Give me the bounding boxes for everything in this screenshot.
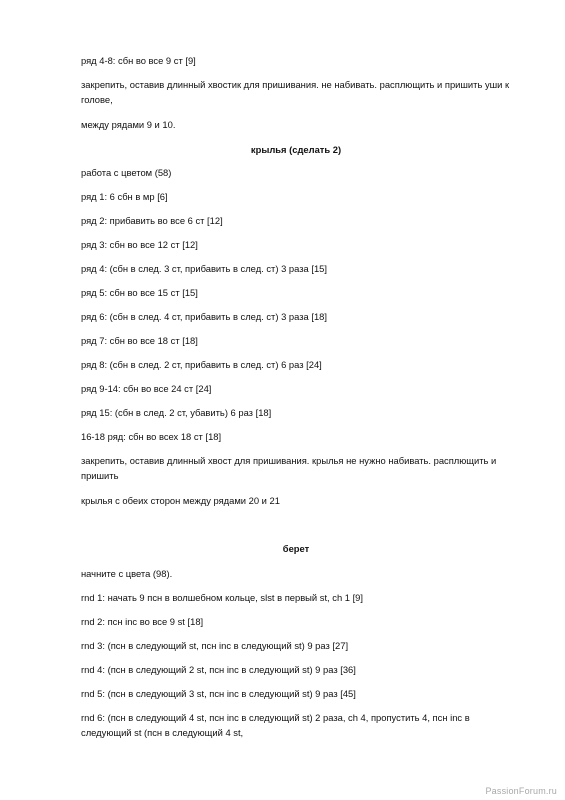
beret-section-heading: берет	[282, 543, 310, 554]
wings-row-6: ряд 6: (сбн в след. 4 ст, прибавить в след. ст) 3 раза [18]	[81, 311, 327, 322]
beret-rnd-4: rnd 4: (псн в следующий 2 st, псн inc в следующий st) 9 раз [36]	[81, 664, 356, 675]
beret-color-line: начните с цвета (98).	[81, 568, 173, 579]
ears-finish-instruction: закрепить, оставив длинный хвостик для пришивания. не набивать. расплющить и пришить уши к голове,	[81, 79, 510, 105]
wings-placement-line: крылья с обеих сторон между рядами 20 и 21	[81, 495, 280, 506]
wings-row-9-14: ряд 9-14: сбн во все 24 ст [24]	[81, 383, 212, 394]
wings-color-line: работа с цветом (58)	[81, 167, 172, 178]
wings-row-5: ряд 5: сбн во все 15 ст [15]	[81, 287, 198, 298]
beret-rnd-1: rnd 1: начать 9 псн в волшебном кольце, slst в первый st, ch 1 [9]	[81, 592, 364, 603]
wings-finish-instruction: закрепить, оставив длинный хвост для пришивания. крылья не нужно набивать. расплющить и пришить	[81, 455, 497, 481]
wings-row-8: ряд 8: (сбн в след. 2 ст, прибавить в след. ст) 6 раз [24]	[81, 359, 322, 370]
row-4-8-line: ряд 4-8: сбн во все 9 ст [9]	[81, 55, 196, 66]
wings-row-2: ряд 2: прибавить во все 6 ст [12]	[81, 215, 223, 226]
ears-placement-line: между рядами 9 и 10.	[81, 119, 176, 130]
wings-row-3: ряд 3: сбн во все 12 ст [12]	[81, 239, 198, 250]
wings-section-heading: крылья (сделать 2)	[250, 144, 342, 155]
beret-rnd-6: rnd 6: (псн в следующий 4 st, псн inc в следующий st) 2 раза, ch 4, пропустить 4, псн inc в следующий st (псн в следующий 4 st,	[81, 712, 470, 738]
wings-row-7: ряд 7: сбн во все 18 ст [18]	[81, 335, 198, 346]
wings-row-15: ряд 15: (сбн в след. 2 ст, убавить) 6 раз [18]	[81, 407, 272, 418]
wings-row-4: ряд 4: (сбн в след. 3 ст, прибавить в след. ст) 3 раза [15]	[81, 263, 327, 274]
site-watermark: PassionForum.ru	[485, 786, 557, 796]
wings-row-16-18: 16-18 ряд: сбн во всех 18 ст [18]	[81, 431, 222, 442]
beret-rnd-2: rnd 2: псн inc во все 9 st [18]	[81, 616, 204, 627]
wings-row-1: ряд 1: 6 сбн в мр [6]	[81, 191, 168, 202]
beret-rnd-5: rnd 5: (псн в следующий 3 st, псн inc в следующий st) 9 раз [45]	[81, 688, 356, 699]
beret-rnd-3: rnd 3: (псн в следующий st, псн inc в следующий st) 9 раз [27]	[81, 640, 349, 651]
